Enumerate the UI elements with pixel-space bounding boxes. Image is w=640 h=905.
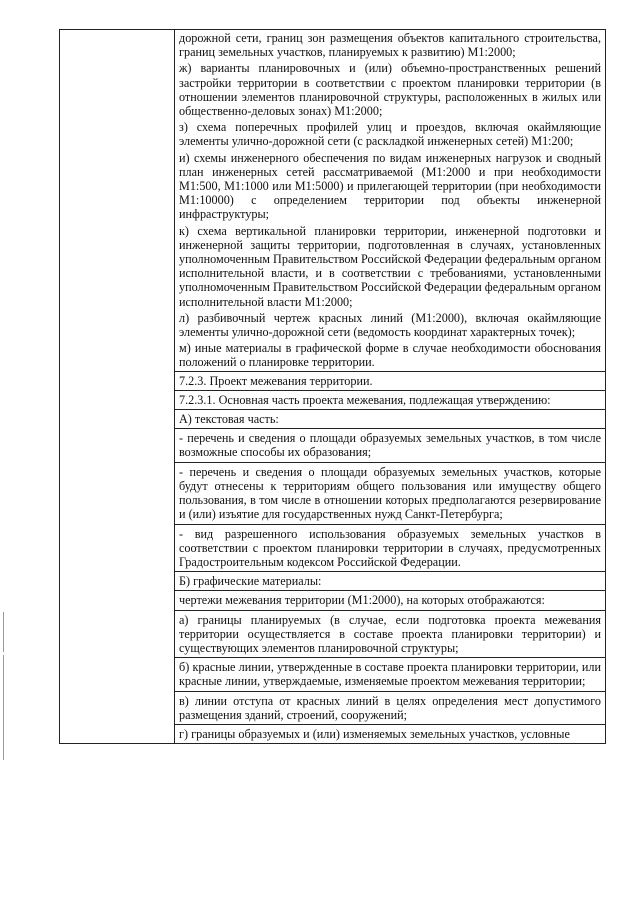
document-paragraph: - перечень и сведения о площади образуемых земельных участков, которые будут отнесены к территориям общего пользования или имуществу общего пользования, в том числе в отношении которых предполагаются резервирование и (или) изъятие для государственных нужд Санкт-Петербурга; xyxy=(175,462,605,524)
scan-margin-mark xyxy=(3,612,4,652)
paragraph-list xyxy=(175,30,605,743)
table-row xyxy=(60,30,606,744)
document-paragraph: чертежи межевания территории (М1:2000), на которых отображаются: xyxy=(175,590,605,609)
document-paragraph: - перечень и сведения о площади образуемых земельных участков, в том числе возможные способы их образования; xyxy=(175,428,605,461)
table-right-column xyxy=(175,30,606,744)
document-paragraph: и) схемы инженерного обеспечения по видам инженерных нагрузок и сводный план инженерных сетей рассматриваемой (М1:2000 и при необходимости М1:500, М1:1000 или М1:5000) и прилегающей территории (при необходимости М1:10000) с определением территории под объекты инженерной инфраструктуры; xyxy=(179,150,601,222)
document-paragraph: А) текстовая часть: xyxy=(175,409,605,428)
document-paragraph: м) иные материалы в графической форме в случае необходимости обоснования положений о планировке территории. xyxy=(179,341,601,370)
document-paragraph: 7.2.3. Проект межевания территории. xyxy=(175,371,605,390)
scan-margin-mark xyxy=(3,655,4,760)
document-paragraph: а) границы планируемых (в случае, если подготовка проекта межевания территории осуществляется в составе проекта планировки территории) и существующих элементов планировочной структуры; xyxy=(175,610,605,658)
document-paragraph: дорожной сети, границ зон размещения объектов капитального строительства, границ земельных участков, планируемых к развитию) М1:2000; xyxy=(179,31,601,60)
document-paragraph: к) схема вертикальной планировки территории, инженерной подготовки и инженерной защиты территории, подготовленная в случаях, установленных уполномоченным Правительством Российской Федерации федеральным органом исполнительной власти, и в соответствии с требованиями, установленными уполномоченным Правительством Российской Федерации федеральным органом исполнительной власти М1:2000; xyxy=(179,223,601,309)
document-paragraph: з) схема поперечных профилей улиц и проездов, включая окаймляющие элементы улично-дорожной сети (с раскладкой инженерных сетей) М1:200; xyxy=(179,120,601,149)
document-table xyxy=(59,29,606,744)
document-paragraph: б) красные линии, утвержденные в составе проекта планировки территории, или красные линии, утверждаемые, изменяемые проектом межевания территории; xyxy=(175,657,605,690)
document-paragraph: 7.2.3.1. Основная часть проекта межевания, подлежащая утверждению: xyxy=(175,390,605,409)
document-paragraph: в) линии отступа от красных линий в целях определения мест допустимого размещения зданий, строений, сооружений; xyxy=(175,691,605,724)
document-paragraph: л) разбивочный чертеж красных линий (М1:2000), включая окаймляющие элементы улично-дорожной сети (ведомость координат характерных точек); xyxy=(179,310,601,340)
document-paragraph: - вид разрешенного использования образуемых земельных участков в соответствии с проектом планировки территории в случаях, предусмотренных Градостроительным кодексом Российской Федерации. xyxy=(175,524,605,572)
document-paragraph: ж) варианты планировочных и (или) объемно-пространственных решений застройки территории в соответствии с проектом планировки территории (в отношении элементов планировочной структуры, расположенных в жилых или общественно-деловых зонах) М1:2000; xyxy=(179,61,601,119)
table-left-column xyxy=(60,30,175,744)
document-paragraph: г) границы образуемых и (или) изменяемых земельных участков, условные xyxy=(175,724,605,743)
document-paragraph: Б) графические материалы: xyxy=(175,571,605,590)
